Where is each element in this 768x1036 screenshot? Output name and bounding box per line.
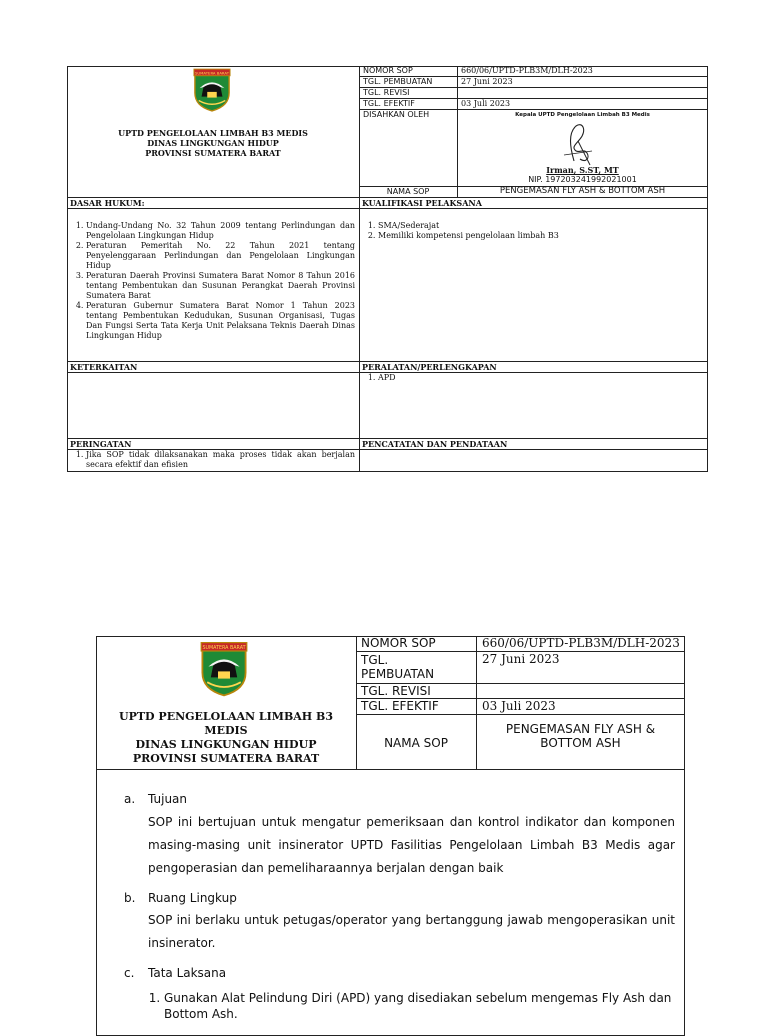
ruang-lingkup-text: SOP ini berlaku untuk petugas/operator yang bertanggung jawab mengoperasikan unit insinerator. [148, 913, 675, 950]
nama-sop-label: NAMA SOP [384, 736, 448, 750]
nama-sop-value: PENGEMASAN FLY ASH & BOTTOM ASH [499, 186, 666, 196]
tgl-revisi-label: TGL. REVISI [361, 684, 431, 698]
org-line: MEDIS [204, 724, 248, 737]
value-line: BOTTOM ASH [540, 736, 621, 750]
tata-laksana-list [148, 990, 678, 1022]
tgl-revisi-label: TGL. REVISI [363, 88, 410, 97]
list-item: 1. APD [378, 373, 702, 383]
tata-laksana-heading: Tata Laksana [148, 966, 227, 980]
tgl-pembuatan-label: TGL. PEMBUATAN [363, 77, 433, 86]
signer-role: Kepala UPTD Pengelolaan Limbah B3 Medis [515, 112, 650, 118]
tgl-efektif-value: 03 Juli 2023 [482, 699, 556, 713]
nama-sop-label: NAMA SOP [386, 187, 430, 196]
nomor-sop-value: 660/06/UPTD-PLB3M/DLH-2023 [482, 636, 680, 650]
label-line: TGL. [361, 653, 389, 667]
divider [67, 208, 708, 209]
list-item: 1. Undang-Undang No. 32 Tahun 2009 tentang Perlindungan dan Pengelolaan Lingkungan Hidup [86, 221, 355, 241]
tgl-pembuatan-value: 27 Juni 2023 [482, 652, 560, 666]
divider [96, 769, 685, 770]
kualifikasi-list [362, 221, 702, 241]
nomor-sop-value: 660/06/UPTD-PLB3M/DLH-2023 [461, 66, 593, 75]
ruang-lingkup-heading: Ruang Lingkup [148, 891, 237, 905]
list-item: 4. Peraturan Gubernur Sumatera Barat Nomor 1 Tahun 2023 tentang Pembentukan Kedudukan, Susunan Organisasi, Tugas Dan Fungsi Serta Tata Kerja Unit Pelaksana Teknis Daerah Dinas Lingkungan Hidup [86, 301, 355, 341]
org-line: PROVINSI SUMATERA BARAT [132, 752, 320, 765]
keterkaitan-heading: KETERKAITAN [70, 362, 138, 372]
divider [356, 714, 685, 715]
peringatan-heading: PERINGATAN [70, 439, 132, 449]
org-title [67, 128, 359, 158]
list-item: 1. Gunakan Alat Pelindung Diri (APD) yang disediakan sebelum mengemas Fly Ash dan Bottom Ash. [164, 990, 678, 1022]
pencatatan-heading: PENCATATAN DAN PENDATAAN [362, 439, 508, 449]
org-line: PROVINSI SUMATERA BARAT [145, 148, 281, 158]
tujuan-heading: Tujuan [148, 792, 188, 806]
list-item: 1. SMA/Sederajat [378, 221, 702, 231]
nama-sop-value [476, 722, 685, 750]
tujuan-text: SOP ini bertujuan untuk mengatur pemeriksaan dan kontrol indikator dan komponen masing-masing unit insinerator UPTD Fasilitias Pengelolaan Limbah B3 Medis agar pengoperasian dan pemeliharaannya berjalan dengan baik [148, 815, 675, 875]
value-line: PENGEMASAN FLY ASH & [505, 722, 656, 736]
section-marker: b. [124, 891, 136, 905]
peralatan-list [362, 373, 702, 383]
dasar-hukum-heading: DASAR HUKUM: [70, 198, 145, 208]
emblem-banner: SUMATERA BARAT [202, 646, 246, 652]
section-marker: c. [124, 966, 135, 980]
org-line: DINAS LINGKUNGAN HIDUP [147, 138, 279, 148]
tgl-efektif-value: 03 Juli 2023 [461, 99, 511, 108]
org-line: DINAS LINGKUNGAN HIDUP [135, 738, 317, 751]
signer-name: Irman, S.ST, MT [546, 165, 619, 175]
peringatan-list [70, 450, 355, 470]
tgl-pembuatan-label [361, 653, 434, 681]
tgl-pembuatan-value: 27 Juni 2023 [461, 77, 513, 86]
org-line: UPTD PENGELOLAAN LIMBAH B3 [119, 710, 333, 723]
tgl-efektif-label: TGL. EFEKTIF [363, 99, 415, 108]
emblem-banner: SUMATERA BARAT [194, 70, 230, 76]
province-emblem-icon [200, 640, 248, 698]
signer-nip: NIP. 197203241992021001 [528, 175, 637, 184]
tgl-efektif-label: TGL. EFEKTIF [361, 699, 439, 713]
list-item: 2. Peraturan Pemeritah No. 22 Tahun 2021 tentang Penyelenggaraan Perlindungan dan Pengelolaan Lingkungan Hidup [86, 241, 355, 271]
list-item: 2. Memiliki kompetensi pengelolaan limbah B3 [378, 231, 702, 241]
list-item: 1. Jika SOP tidak dilaksanakan maka proses tidak akan berjalan secara efektif dan efisien [86, 450, 355, 470]
divider [359, 87, 708, 88]
nomor-sop-label: NOMOR SOP [363, 66, 413, 75]
province-emblem-icon [193, 68, 231, 112]
dasar-hukum-list [70, 221, 355, 341]
peralatan-heading: PERALATAN/PERLENGKAPAN [362, 362, 497, 372]
signature-mark [560, 121, 596, 167]
list-item: 3. Peraturan Daerah Provinsi Sumatera Barat Nomor 8 Tahun 2016 tentang Pembentukan dan Susunan Perangkat Daerah Provinsi Sumatera Barat [86, 271, 355, 301]
kualifikasi-heading: KUALIFIKASI PELAKSANA [362, 198, 482, 208]
disahkan-oleh-label: DISAHKAN OLEH [363, 110, 430, 119]
nomor-sop-label: NOMOR SOP [361, 636, 436, 650]
label-line: PEMBUATAN [361, 667, 435, 681]
org-title [96, 710, 356, 766]
divider [359, 66, 360, 472]
section-marker: a. [124, 792, 136, 806]
org-line: UPTD PENGELOLAAN LIMBAH B3 MEDIS [118, 128, 308, 138]
